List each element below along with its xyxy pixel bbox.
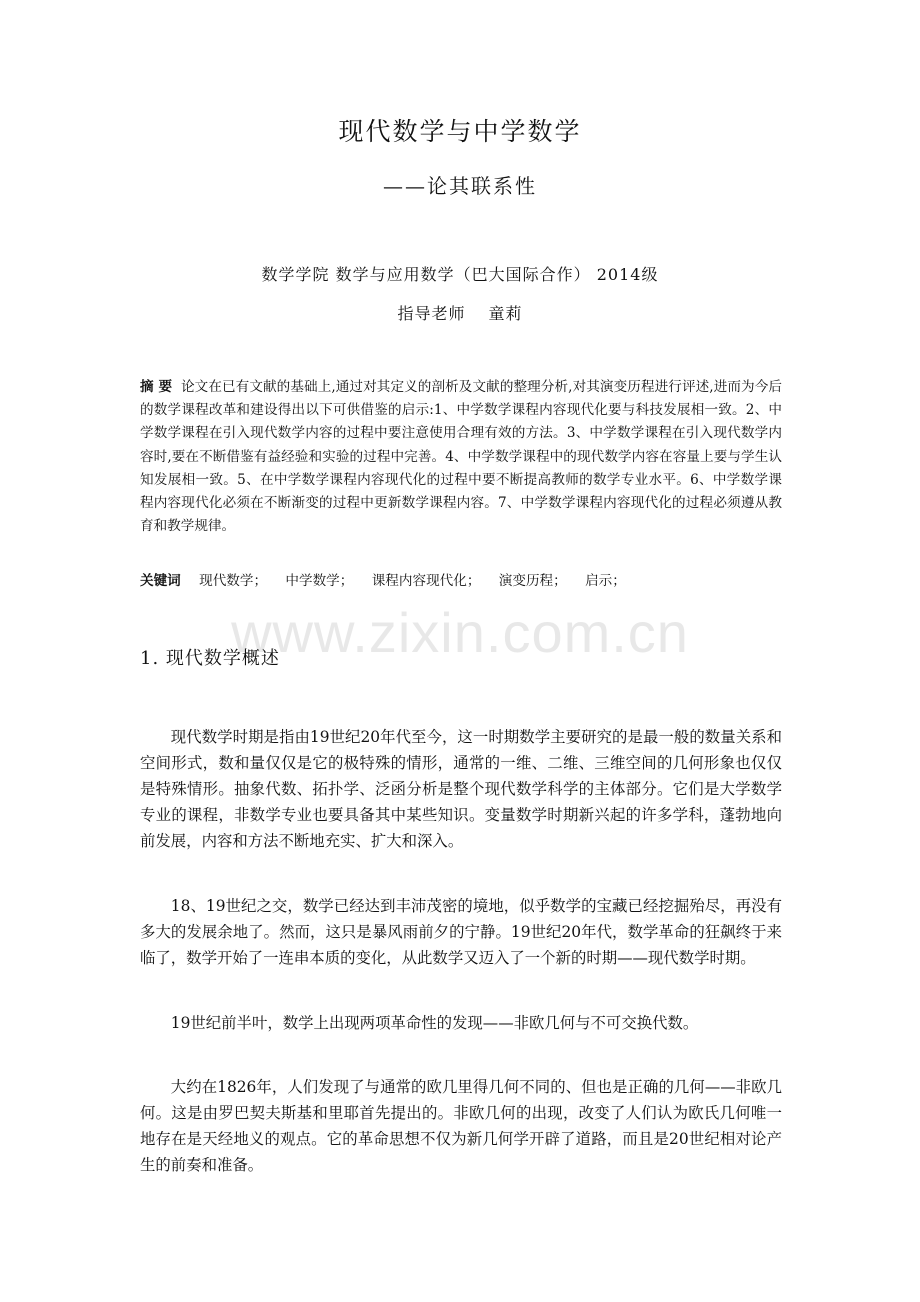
section-heading: 1. 现代数学概述: [140, 648, 280, 669]
abstract-label: 摘 要: [140, 379, 173, 395]
keyword-item: 演变历程；: [498, 573, 567, 589]
body-paragraph: 大约在1826年，人们发现了与通常的欧几里得几何不同的、但也是正确的几何——非欧几何。这是由罗巴契夫斯基和里耶首先提出的。非欧几何的出现，改变了人们认为欧氏几何唯一地存在是天经地义的观点。它的革命思想不仅为新几何学开辟了道路，而且是20世纪相对论产生的前奏和准备。: [140, 1078, 782, 1174]
keyword-item: 课程内容现代化；: [371, 573, 481, 589]
document-title: 现代数学与中学数学: [338, 117, 582, 146]
watermark: www.zixin.com.cn: [231, 601, 689, 664]
advisor-line: 指导老师 童莉: [397, 304, 523, 323]
body-paragraph: 现代数学时期是指由19世纪20年代至今，这一时期数学主要研究的是最一般的数量关系和空间形式，数和量仅仅是它的极特殊的情形，通常的一维、二维、三维空间的几何形象也仅仅是特殊情形。抽象代数、拓扑学、泛函分析是整个现代数学科学的主体部分。它们是大学数学专业的课程，非数学专业也要具备其中某些知识。变量数学时期新兴起的许多学科，蓬勃地向前发展，内容和方法不断地充实、扩大和深入。: [140, 728, 782, 850]
abstract-text: 论文在已有文献的基础上,通过对其定义的剖析及文献的整理分析,对其演变历程进行评述,进而为今后的数学课程改革和建设得出以下可供借鉴的启示:1、中学数学课程内容现代化要与科技发展相一致。2、中学数学课程在引入现代数学内容的过程中要注意使用合理有效的方法。3、中学数学课程在引入现代数学内容时,要在不断借鉴有益经验和实验的过程中完善。4、中学数学课程中的现代数学内容在容量上要与学生认知发展相一致。5、在中学数学课程内容现代化的过程中要不断提高教师的数学专业水平。6、中学数学课程内容现代化必须在不断渐变的过程中更新数学课程内容。7、中学数学课程内容现代化的过程必须遵从教育和教学规律。: [140, 379, 782, 535]
body-paragraph: 18、19世纪之交，数学已经达到丰沛茂密的境地，似乎数学的宝藏已经挖掘殆尽，再没有多大的发展余地了。然而，这只是暴风雨前夕的宁静。19世纪20年代，数学革命的狂飙终于来临了，数学开始了一连串本质的变化，从此数学又迈入了一个新的时期——现代数学时期。: [140, 897, 782, 967]
document-subtitle: ——论其联系性: [383, 174, 537, 198]
keyword-item: 现代数学；: [199, 573, 268, 589]
body-paragraph: 19世纪前半叶，数学上出现两项革命性的发现——非欧几何与不可交换代数。: [170, 1014, 699, 1032]
keyword-item: 启示；: [585, 573, 626, 589]
abstract-block: [140, 376, 782, 538]
keyword-item: 中学数学；: [285, 573, 354, 589]
keywords-block: [140, 570, 782, 592]
keywords-label: 关键词: [140, 573, 181, 589]
author-affiliation: 数学学院 数学与应用数学（巴大国际合作） 2014级: [261, 265, 659, 284]
